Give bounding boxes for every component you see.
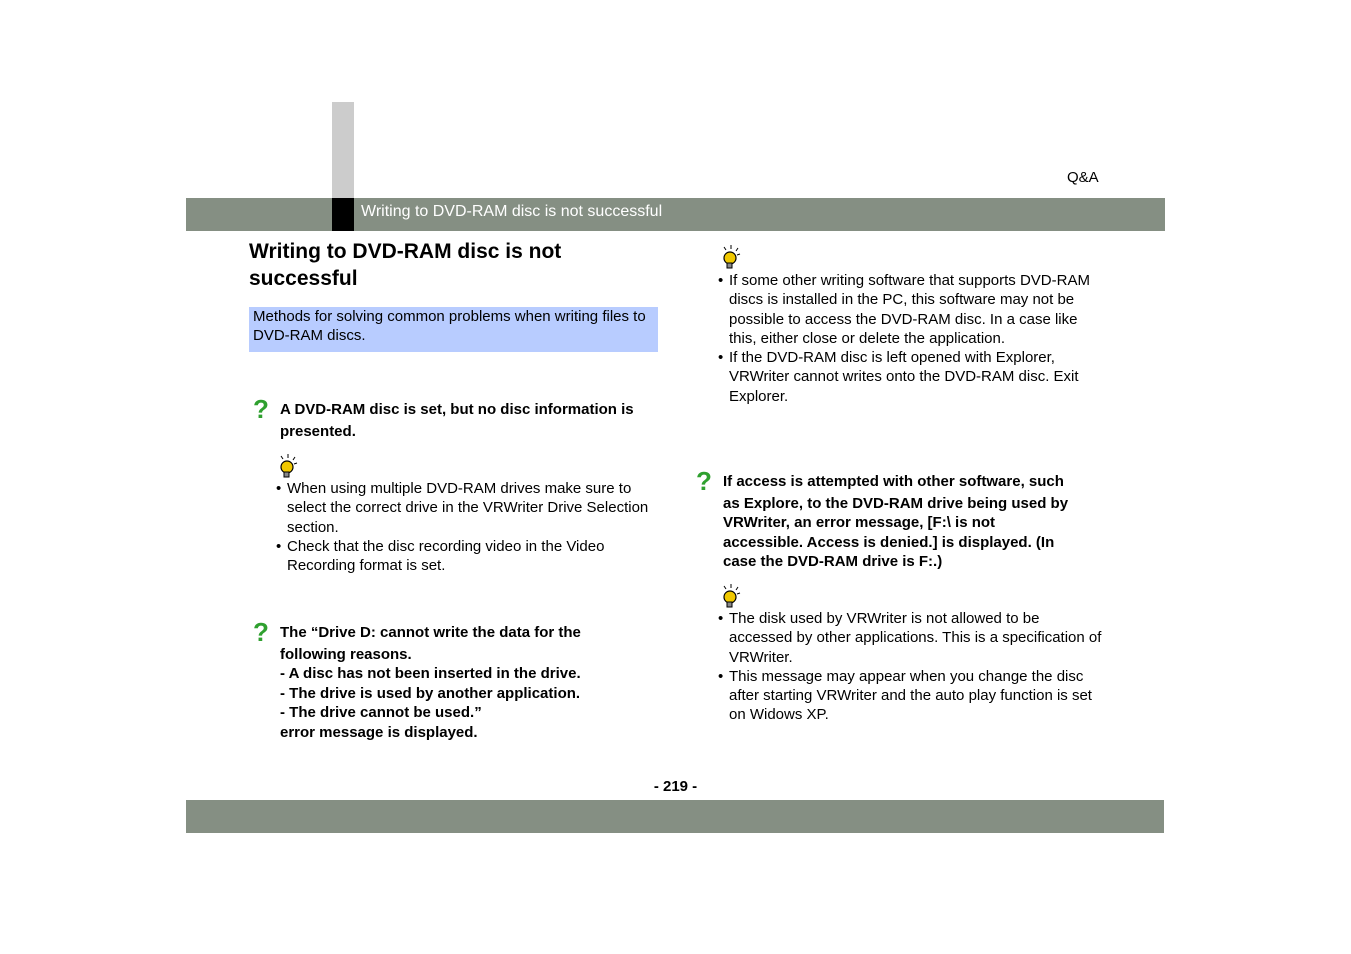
answer-list-1 <box>276 479 661 575</box>
header-tab-marker <box>332 198 354 231</box>
question-line: - The drive cannot be used.” <box>280 704 482 721</box>
question-line: If access is attempted with other software, such <box>723 473 1064 490</box>
section-label: Q&A <box>1067 169 1099 186</box>
answer-item: • If some other writing software that supports DVD-RAM discs is installed in the PC, this software may not be possible to access the DVD-RAM disc. In a case like this, either close or delete the application. <box>718 271 1103 348</box>
question-mark-icon: ? <box>696 466 712 496</box>
question-line: case the DVD-RAM drive is F:.) <box>723 553 943 570</box>
question-mark-icon: ? <box>253 394 269 424</box>
question-line: A DVD-RAM disc is set, but no disc information is <box>280 401 634 418</box>
question-2 <box>280 623 665 742</box>
page-title: Writing to DVD-RAM disc is not successful <box>249 240 562 290</box>
question-line: VRWriter, an error message, [F:\ is not <box>723 514 996 531</box>
answer-list-3 <box>718 609 1103 725</box>
question-line: accessible. Access is denied.] is displayed. (In <box>723 533 1055 551</box>
answer-item: • If the DVD-RAM disc is left opened with Explorer, VRWriter cannot writes onto the DVD-RAM disc. Exit Explorer. <box>718 348 1103 406</box>
summary-text: Methods for solving common problems when writing files to DVD-RAM discs. <box>253 308 646 344</box>
answer-item: • Check that the disc recording video in the Video Recording format is set. <box>276 537 661 576</box>
question-line: following reasons. <box>280 645 412 663</box>
question-line: presented. <box>280 422 356 440</box>
summary-box <box>249 307 658 352</box>
footer-bar <box>186 800 1164 833</box>
question-line: - The drive is used by another application. <box>280 684 581 702</box>
question-line: as Explore, to the DVD-RAM drive being used by <box>723 494 1069 512</box>
question-line: error message is displayed. <box>280 723 478 741</box>
header-accent-strip <box>332 102 354 198</box>
header-breadcrumb: Writing to DVD-RAM disc is not successful <box>361 203 663 220</box>
answer-list-2 <box>718 271 1103 406</box>
page-number: - 219 - <box>653 778 698 795</box>
question-line: - A disc has not been inserted in the drive. <box>280 665 581 682</box>
answer-item: • The disk used by VRWriter is not allowed to be accessed by other applications. This is a specification of VRWriter. <box>718 609 1103 667</box>
answer-item: • When using multiple DVD-RAM drives make sure to select the correct drive in the VRWriter Drive Selection section. <box>276 479 661 537</box>
answer-item: • This message may appear when you change the disc after starting VRWriter and the auto play function is set on Widows XP. <box>718 667 1103 725</box>
question-1 <box>280 400 665 441</box>
question-line: The “Drive D: cannot write the data for the <box>280 624 581 641</box>
question-mark-icon: ? <box>253 617 269 647</box>
question-3 <box>723 472 1108 572</box>
